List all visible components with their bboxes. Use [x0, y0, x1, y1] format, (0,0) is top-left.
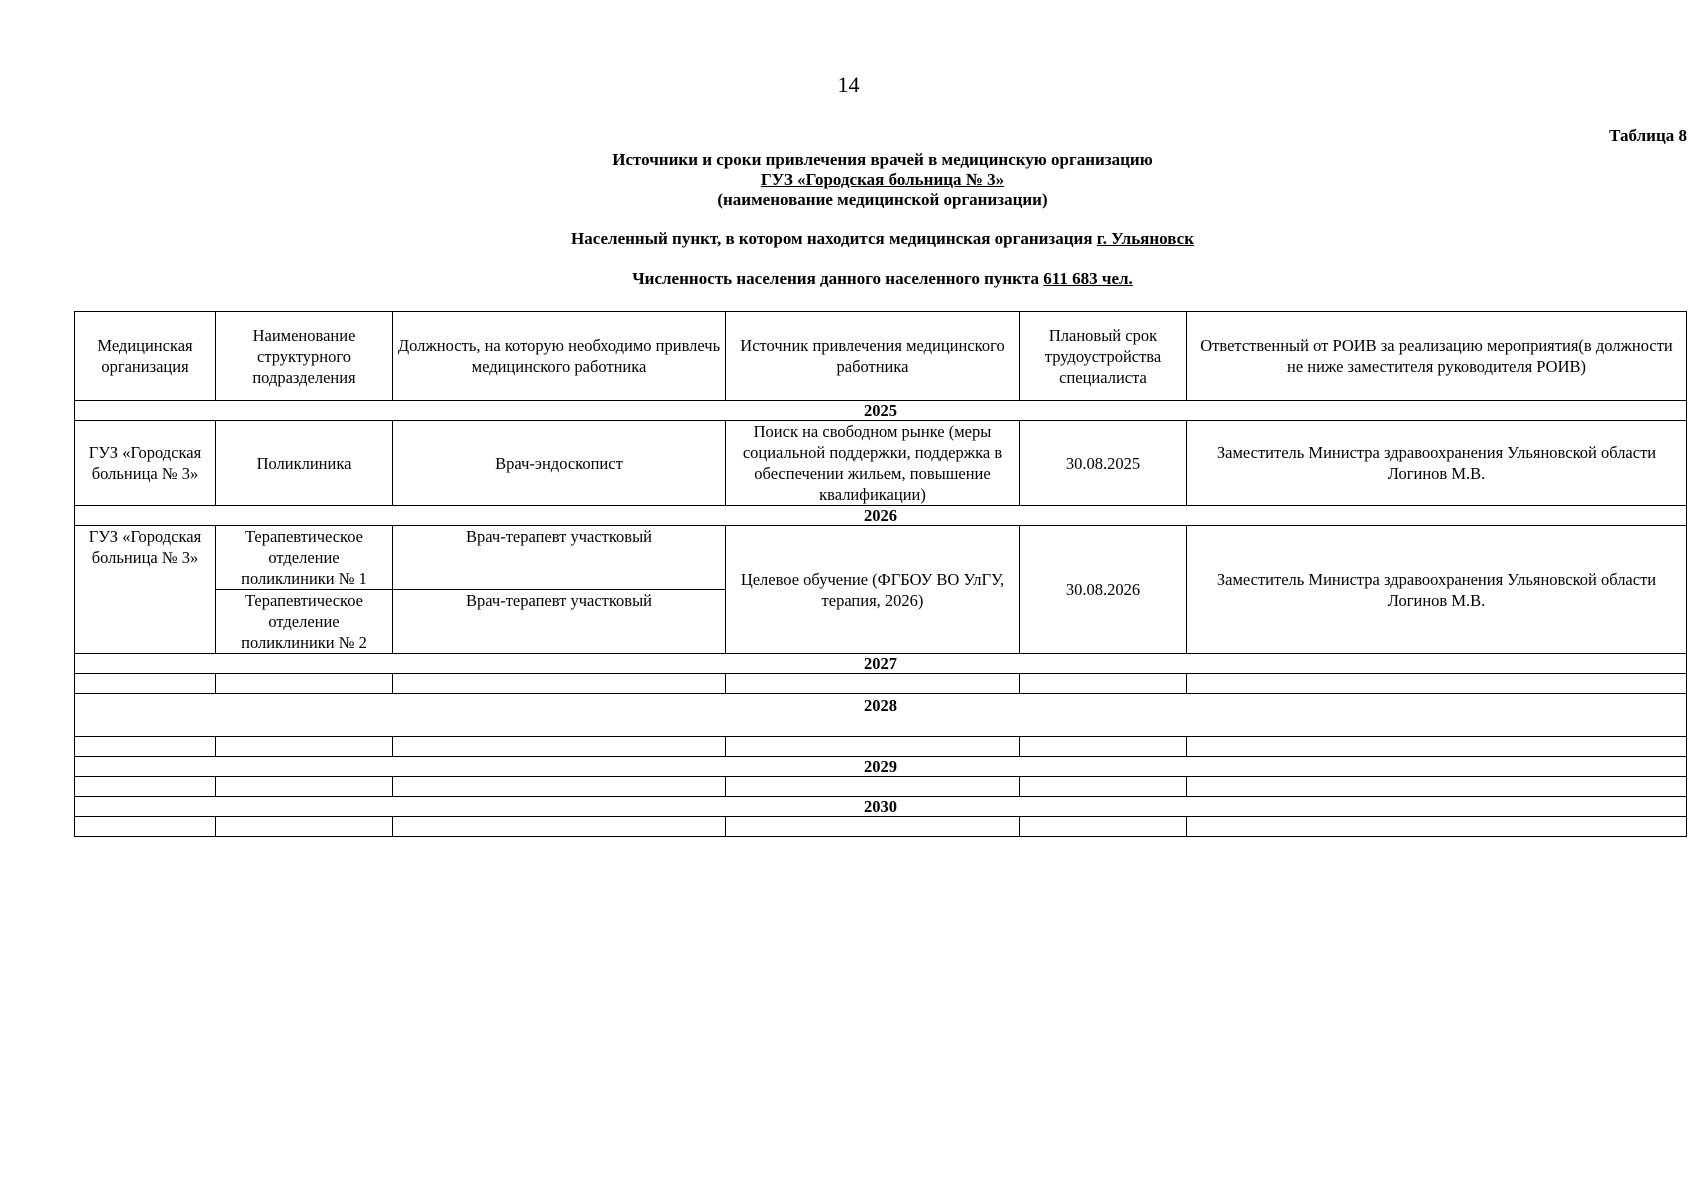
cell-responsible: Заместитель Министра здравоохранения Ульяновской области Логинов М.В.	[1187, 526, 1687, 654]
year-label: 2028	[75, 694, 1687, 737]
locality-line	[0, 229, 1697, 249]
cell-position: Врач-терапевт участковый	[393, 526, 726, 590]
cell-position: Врач-терапевт участковый	[393, 590, 726, 654]
cell-org: ГУЗ «Городская больница № 3»	[75, 421, 216, 506]
header-date: Плановый срок трудоустройства специалиста	[1020, 312, 1187, 401]
empty-cell	[75, 737, 216, 757]
header-responsible: Ответственный от РОИВ за реализацию мероприятия(в должности не ниже заместителя руководителя РОИВ)	[1187, 312, 1687, 401]
empty-cell	[393, 777, 726, 797]
empty-cell	[726, 737, 1020, 757]
empty-cell	[75, 817, 216, 837]
empty-cell	[75, 674, 216, 694]
table-title: Источники и сроки привлечения врачей в медицинскую организацию	[612, 150, 1153, 169]
org-caption: (наименование медицинской организации)	[717, 190, 1048, 209]
empty-cell	[1187, 674, 1687, 694]
locality-value: г. Ульяновск	[1096, 229, 1194, 248]
year-row-2030	[75, 797, 1687, 817]
empty-cell	[393, 737, 726, 757]
table-header-row	[75, 312, 1687, 401]
empty-cell	[393, 674, 726, 694]
table-number: Таблица 8	[1609, 126, 1687, 145]
empty-cell	[393, 817, 726, 837]
header-unit: Наименование структурного подразделения	[216, 312, 393, 401]
year-row-2029	[75, 757, 1687, 777]
org-name-text: ГУЗ «Городская больница № 3»	[760, 170, 1005, 189]
empty-cell	[1020, 674, 1187, 694]
cell-unit: Терапевтическое отделение поликлиники № 1	[216, 526, 393, 590]
empty-row	[75, 817, 1687, 837]
empty-cell	[1187, 817, 1687, 837]
empty-cell	[726, 777, 1020, 797]
locality-label: Населенный пункт, в котором находится медицинская организация	[571, 229, 1093, 248]
empty-cell	[216, 817, 393, 837]
empty-cell	[1187, 737, 1687, 757]
empty-cell	[216, 737, 393, 757]
table-row	[75, 421, 1687, 506]
org-name	[0, 170, 1697, 190]
empty-row	[75, 674, 1687, 694]
header-org: Медицинская организация	[75, 312, 216, 401]
empty-cell	[1020, 737, 1187, 757]
cell-unit: Поликлиника	[216, 421, 393, 506]
table-row	[75, 526, 1687, 590]
year-label: 2025	[75, 401, 1687, 421]
population-line	[0, 269, 1697, 289]
year-label: 2027	[75, 654, 1687, 674]
cell-responsible: Заместитель Министра здравоохранения Ульяновской области Логинов М.В.	[1187, 421, 1687, 506]
empty-cell	[216, 777, 393, 797]
population-value: 611 683 чел.	[1043, 269, 1133, 288]
empty-cell	[75, 777, 216, 797]
header-source: Источник привлечения медицинского работника	[726, 312, 1020, 401]
year-row-2025	[75, 401, 1687, 421]
doctors-table	[74, 311, 1687, 837]
year-label: 2030	[75, 797, 1687, 817]
empty-row	[75, 777, 1687, 797]
year-row-2026	[75, 506, 1687, 526]
cell-date: 30.08.2025	[1020, 421, 1187, 506]
cell-org: ГУЗ «Городская больница № 3»	[75, 526, 216, 654]
population-label: Численность населения данного населенного пункта	[632, 269, 1040, 288]
cell-date: 30.08.2026	[1020, 526, 1187, 654]
year-row-2028	[75, 694, 1687, 737]
cell-unit: Терапевтическое отделение поликлиники № 2	[216, 590, 393, 654]
empty-row	[75, 737, 1687, 757]
year-row-2027	[75, 654, 1687, 674]
cell-position: Врач-эндоскопист	[393, 421, 726, 506]
header-position: Должность, на которую необходимо привлечь медицинского работника	[393, 312, 726, 401]
year-label: 2026	[75, 506, 1687, 526]
empty-cell	[726, 674, 1020, 694]
empty-cell	[1020, 817, 1187, 837]
empty-cell	[726, 817, 1020, 837]
empty-cell	[216, 674, 393, 694]
year-label: 2029	[75, 757, 1687, 777]
empty-cell	[1020, 777, 1187, 797]
page-number: 14	[837, 72, 860, 97]
empty-cell	[1187, 777, 1687, 797]
cell-source: Целевое обучение (ФГБОУ ВО УлГУ, терапия, 2026)	[726, 526, 1020, 654]
cell-source: Поиск на свободном рынке (меры социальной поддержки, поддержка в обеспечении жильем, повышение квалификации)	[726, 421, 1020, 506]
